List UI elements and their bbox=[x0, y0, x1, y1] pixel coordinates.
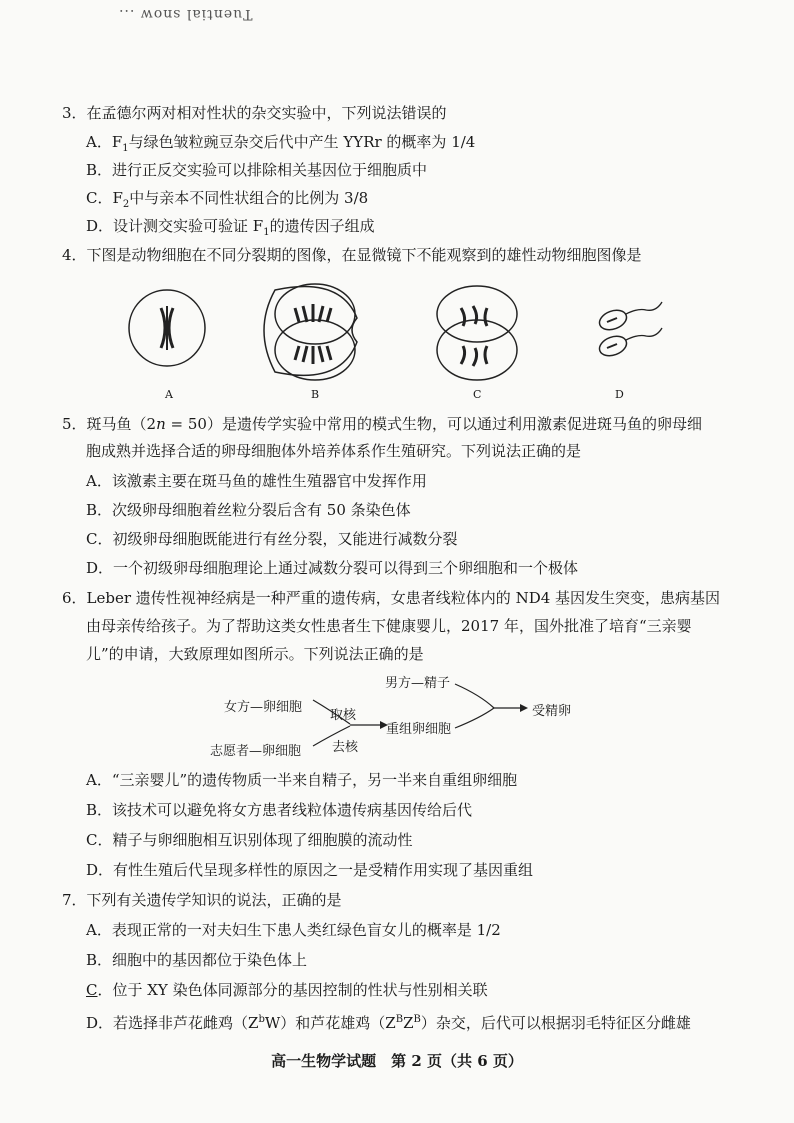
q6-option-d: D．有性生殖后代呈现多样性的原因之一是受精作用实现了基因重组 bbox=[86, 861, 534, 879]
q5-option-a: A．该激素主要在斑马鱼的雄性生殖器官中发挥作用 bbox=[86, 472, 427, 490]
cell-division-figure bbox=[125, 278, 685, 408]
q6-option-c: C．精子与卵细胞相互识别体现了细胞膜的流动性 bbox=[86, 831, 413, 849]
q3-option-d: D．设计测交实验可验证 $F_1$的遗传因子组成 bbox=[86, 217, 375, 238]
label-remove-nucleus: 去核 bbox=[332, 740, 359, 755]
q3-option-a: A．$F_1$与绿色皱粒豌豆杂交后代中产生 YYRr 的概率为 1/4 bbox=[86, 133, 476, 154]
cell-label-d: D bbox=[615, 388, 624, 401]
cell-label-a: A bbox=[165, 388, 173, 401]
q7-option-b: B．细胞中的基因都位于染色体上 bbox=[86, 951, 308, 969]
question-6-cont2: 儿”的申请，大致原理如图所示。下列说法正确的是 bbox=[86, 645, 424, 663]
cell-label-b: B bbox=[311, 388, 320, 401]
q5-option-c: C．初级卵母细胞既能进行有丝分裂，又能进行减数分裂 bbox=[86, 530, 458, 548]
cell-d-diagram bbox=[597, 302, 662, 359]
q7-option-d: D．若选择非芦花雌鸡$(Z^bW)$和芦花雄鸡$(Z^BZ^B)$杂交，后代可以根据羽毛特征区分雌雄 bbox=[86, 1014, 691, 1032]
cell-b-diagram bbox=[264, 284, 357, 380]
q7-option-c: C．位于 XY 染色体同源部分的基因控制的性状与性别相关联 bbox=[86, 981, 488, 999]
cell-a-diagram bbox=[129, 290, 205, 366]
q5-option-d: D．一个初级卵母细胞理论上通过减数分裂可以得到三个卵细胞和一个极体 bbox=[86, 559, 579, 577]
q3-option-c: C．$F_2$中与亲本不同性状组合的比例为 3/8 bbox=[86, 189, 369, 210]
question-7: 7．下列有关遗传学知识的说法，正确的是 bbox=[62, 891, 342, 909]
question-5: 5．斑马鱼（2n = 50）是遗传学实验中常用的模式生物，可以通过利用激素促进斑马鱼的卵母细 bbox=[62, 415, 702, 433]
label-take-nucleus: 取核 bbox=[330, 708, 357, 723]
q7-option-a: A．表现正常的一对夫妇生下患人类红绿色盲女儿的概率是 1/2 bbox=[86, 921, 501, 939]
label-volunteer-egg: 志愿者—卵细胞 bbox=[210, 744, 302, 759]
cell-label-c: C bbox=[473, 388, 482, 401]
bleed-through-text: Tuential snow ... bbox=[118, 6, 253, 22]
cell-c-diagram bbox=[437, 286, 517, 380]
label-zygote: 受精卵 bbox=[532, 704, 572, 719]
question-6: 6．Leber 遗传性视神经病是一种严重的遗传病，女患者线粒体内的 ND4 基因发生突变，患病基因 bbox=[62, 589, 721, 607]
label-reconstructed-egg: 重组卵细胞 bbox=[386, 722, 452, 737]
question-6-cont1: 由母亲传给孩子。为了帮助这类女性患者生下健康婴儿，2017 年，国外批准了培育“三亲婴 bbox=[86, 617, 692, 635]
question-4: 4．下图是动物细胞在不同分裂期的图像，在显微镜下不能观察到的雄性动物细胞图像是 bbox=[62, 246, 642, 264]
q5-option-b: B．次级卵母细胞着丝粒分裂后含有 50 条染色体 bbox=[86, 501, 411, 519]
q6-option-b: B．该技术可以避免将女方患者线粒体遗传病基因传给后代 bbox=[86, 801, 473, 819]
three-parent-baby-diagram bbox=[210, 670, 610, 760]
question-5-cont: 胞成熟并选择合适的卵母细胞体外培养体系作生殖研究。下列说法正确的是 bbox=[86, 442, 582, 460]
question-3: 3．在孟德尔两对相对性状的杂交实验中，下列说法错误的 bbox=[62, 104, 447, 122]
label-male-sperm: 男方—精子 bbox=[385, 676, 451, 691]
page-footer: 高一生物学试题 第 2 页（共 6 页） bbox=[271, 1052, 523, 1070]
q6-option-a: A．“三亲婴儿”的遗传物质一半来自精子，另一半来自重组卵细胞 bbox=[86, 771, 518, 789]
label-female-egg: 女方—卵细胞 bbox=[224, 700, 303, 715]
q3-option-b: B．进行正反交实验可以排除相关基因位于细胞质中 bbox=[86, 161, 428, 179]
